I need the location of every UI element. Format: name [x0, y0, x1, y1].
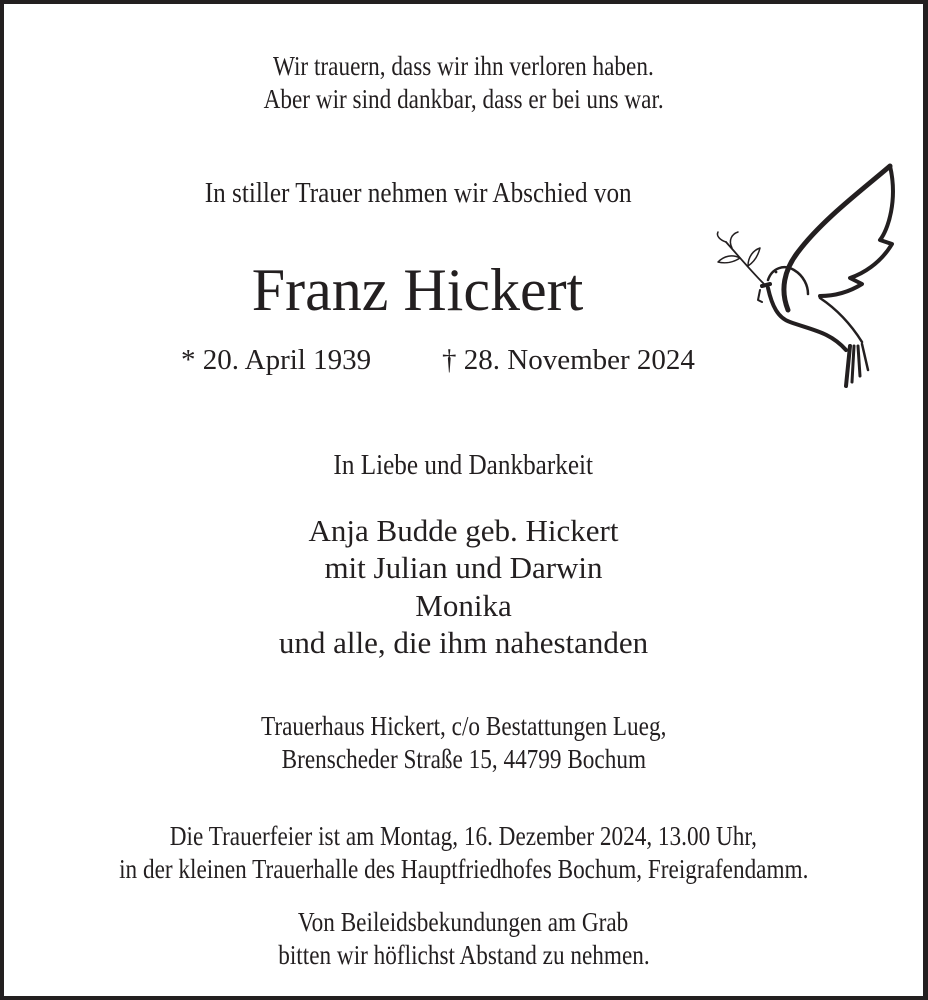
address-line-2 [4, 746, 923, 773]
motto-line-2 [4, 86, 923, 113]
ceremony-line-1-text: Die Trauerfeier ist am Montag, 16. Dezember 2024, 13.00 Uhr, [169, 821, 758, 851]
birth-date: * 20. April 1939 [181, 344, 372, 376]
deceased-name: Franz Hickert [251, 257, 584, 323]
address-line-2-text: Brenscheder Straße 15, 44799 Bochum [281, 744, 646, 774]
ceremony-line-1 [4, 823, 923, 850]
intro-text-content: In stiller Trauer nehmen wir Abschied von [205, 178, 632, 209]
death-date: † 28. November 2024 [442, 344, 695, 376]
obituary-notice [4, 4, 923, 996]
condolence-note-line-2 [4, 942, 923, 969]
dedication-text-content: In Liebe und Dankbarkeit [333, 450, 594, 481]
address-line-1 [4, 713, 923, 740]
address-line-1-text: Trauerhaus Hickert, c/o Bestattungen Lueg, [260, 711, 667, 741]
mourner-line: Monika [415, 588, 512, 623]
condolence-note-line-1 [4, 909, 923, 936]
ceremony-line-2-text: in der kleinen Trauerhalle des Hauptfriedhofes Bochum, Freigrafendamm. [118, 854, 809, 884]
condolence-note-line-2-text: bitten wir höflichst Abstand zu nehmen. [277, 940, 650, 970]
mourner-line: und alle, die ihm nahestanden [278, 625, 649, 660]
dedication-text [4, 452, 923, 480]
condolence-note-line-1-text: Von Beileidsbekundungen am Grab [298, 907, 629, 937]
mourner-line: mit Julian und Darwin [324, 550, 603, 585]
motto-line-1 [4, 53, 923, 80]
ceremony-line-2 [4, 856, 923, 883]
mourner-line: Anja Budde geb. Hickert [308, 513, 619, 548]
motto-line-1-text: Wir trauern, dass wir ihn verloren haben. [273, 51, 654, 81]
dove-icon [712, 160, 902, 390]
motto-line-2-text: Aber wir sind dankbar, dass er bei uns war. [263, 84, 664, 114]
